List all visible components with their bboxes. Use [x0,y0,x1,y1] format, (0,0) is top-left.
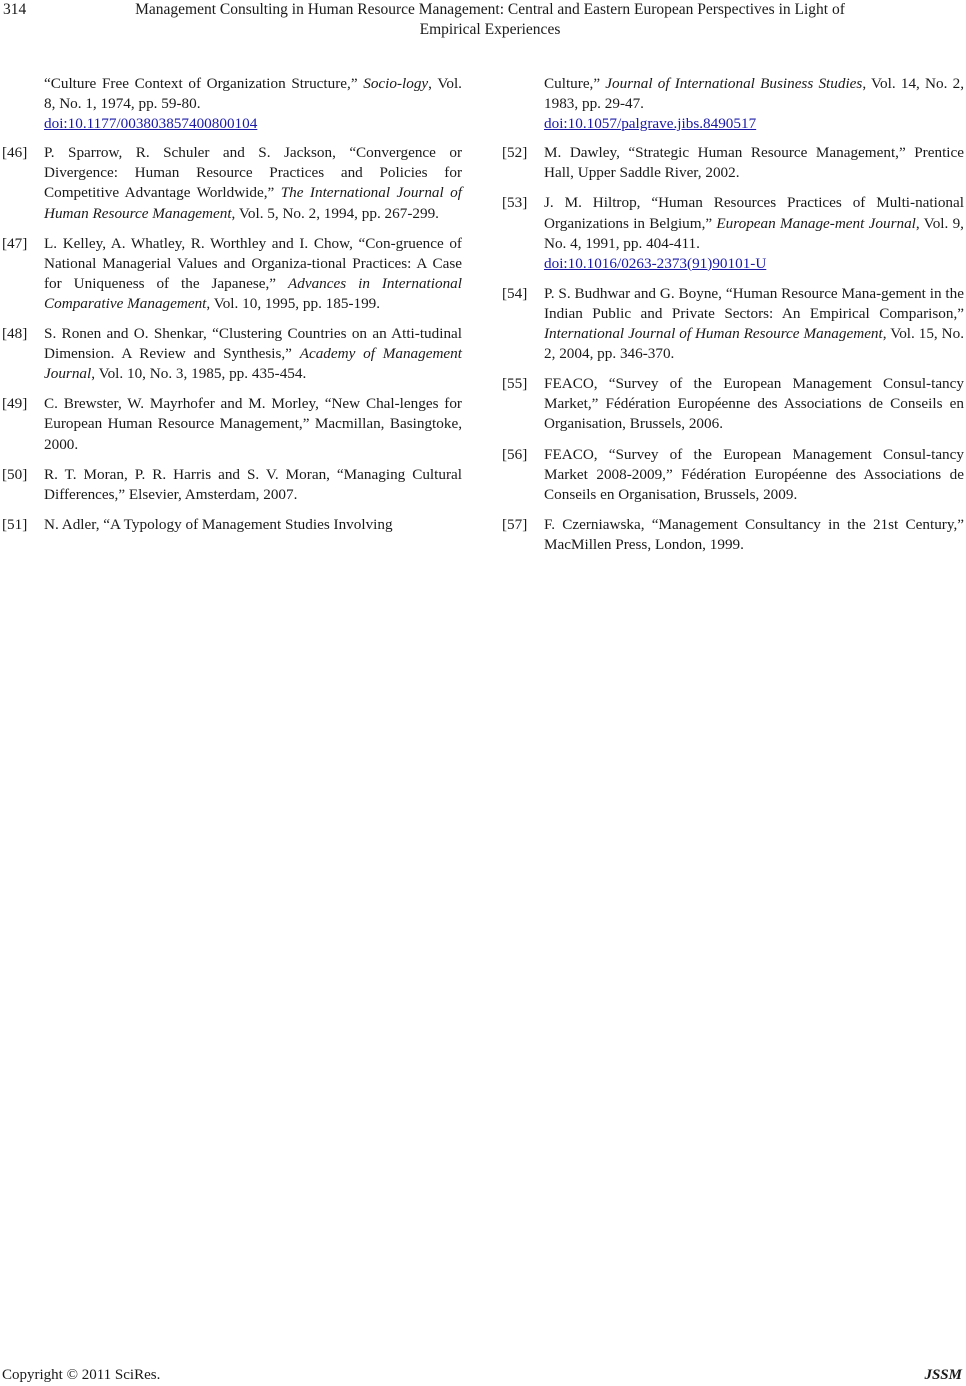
reference-text: L. Kelley, A. Whatley, R. Worthley and I. Chow, “Con-gruence of National Managerial Values and Organiza-tional Practices: A Case for Uniqueness of the Japanese,” [44,234,462,292]
reference-text: P. S. Budhwar and G. Boyne, “Human Resource Mana-gement in the Indian Public and Private Sectors: An Empirical Comparison,” [544,284,964,322]
reference-item-51 [2,515,462,535]
reference-number: [56] [502,445,528,463]
reference-details: , Vol. 8, No. 1, 1974, pp. 59-80. [44,75,462,113]
reference-journal: European Manage-ment Journal [716,214,916,232]
reference-journal: International Journal of Human Resource Management [544,325,883,343]
reference-journal: The International Journal of Human Resource Management [44,184,462,222]
reference-item-56 [502,445,964,505]
reference-text: Culture,” [544,75,606,92]
reference-text: S. Ronen and O. Shenkar, “Clustering Countries on an Atti-tudinal Dimension. A Review and Synthesis,” [44,325,462,363]
reference-number: [46] [2,144,28,162]
reference-item-47 [2,234,462,314]
reference-text: M. Dawley, “Strategic Human Resource Management,” Prentice Hall, Upper Saddle River, 2002. [544,144,964,182]
reference-details: , Vol. 15, No. 2, 2004, pp. 346-370. [544,325,964,363]
reference-text: P. Sparrow, R. Schuler and S. Jackson, “Convergence or Divergence: Human Resource Practices and Policies for Competitive Advantage Worldwide,” [44,144,462,202]
running-title-line1: Management Consulting in Human Resource Management: Central and Eastern European Perspectives in Light of [135,1,845,18]
reference-journal: Academy of Management Journal [44,345,462,383]
reference-details: , Vol. 10, 1995, pp. 185-199. [206,294,381,312]
running-title-line2: Empirical Experiences [419,21,561,38]
reference-number: [55] [502,375,528,393]
reference-number: [51] [2,515,28,533]
reference-item-57 [502,515,964,555]
reference-number: [53] [502,194,528,212]
doi-link[interactable]: doi:10.1057/palgrave.jibs.8490517 [544,115,757,133]
reference-number: [48] [2,325,28,343]
reference-continuation [502,74,964,134]
reference-journal: Journal of International Business Studies [605,75,863,92]
doi-link[interactable]: doi:10.1177/003803857400800104 [44,115,258,133]
reference-continuation [2,74,462,134]
left-column [2,74,462,545]
reference-item-53 [502,193,964,273]
reference-text: FEACO, “Survey of the European Management Consul-tancy Market 2008-2009,” Fédération Européenne des Associations de Conseils en Organisation, Brussels, 2009. [544,445,964,503]
reference-details: , Vol. 10, No. 3, 1985, pp. 435-454. [91,365,307,383]
reference-item-50 [2,465,462,505]
reference-item-48 [2,324,462,384]
reference-text: C. Brewster, W. Mayrhofer and M. Morley, “New Chal-lenges for European Human Resource Management,” Macmillan, Basingtoke, 2000. [44,395,462,453]
reference-text: J. M. Hiltrop, “Human Resources Practices of Multi-national Organizations in Belgium,” [544,194,964,232]
reference-text: F. Czerniawska, “Management Consultancy in the 21st Century,” MacMillen Press, London, 1999. [544,515,964,553]
reference-item-55 [502,374,964,434]
reference-item-54 [502,284,964,364]
reference-item-52 [502,143,964,183]
reference-number: [54] [502,284,528,302]
right-column [502,74,964,565]
reference-number: [52] [502,144,528,162]
reference-text: N. Adler, “A Typology of Management Studies Involving [44,515,393,533]
reference-journal: Advances in International Comparative Management [44,274,462,312]
reference-details: , Vol. 9, No. 4, 1991, pp. 404-411. [544,214,964,252]
running-title [50,0,930,40]
reference-details: , Vol. 5, No. 2, 1994, pp. 267-299. [231,204,439,222]
page-number: 314 [3,1,27,18]
reference-details: , Vol. 14, No. 2, 1983, pp. 29-47. [544,75,964,113]
reference-text: FEACO, “Survey of the European Management Consul-tancy Market,” Fédération Européenne des Associations de Conseils en Organisation, Brussels, 2006. [544,375,964,433]
reference-number: [47] [2,234,28,252]
reference-journal: Socio-logy [363,75,429,92]
reference-number: [49] [2,395,28,413]
reference-number: [57] [502,515,528,533]
reference-item-49 [2,394,462,454]
reference-text: “Culture Free Context of Organization Structure,” [44,75,364,92]
journal-abbreviation: JSSM [924,1367,962,1383]
reference-text: R. T. Moran, P. R. Harris and S. V. Moran, “Managing Cultural Differences,” Elsevier, Amsterdam, 2007. [44,465,462,503]
doi-link[interactable]: doi:10.1016/0263-2373(91)90101-U [544,254,767,272]
reference-item-46 [2,143,462,223]
reference-number: [50] [2,465,28,483]
copyright-notice: Copyright © 2011 SciRes. [2,1367,161,1383]
